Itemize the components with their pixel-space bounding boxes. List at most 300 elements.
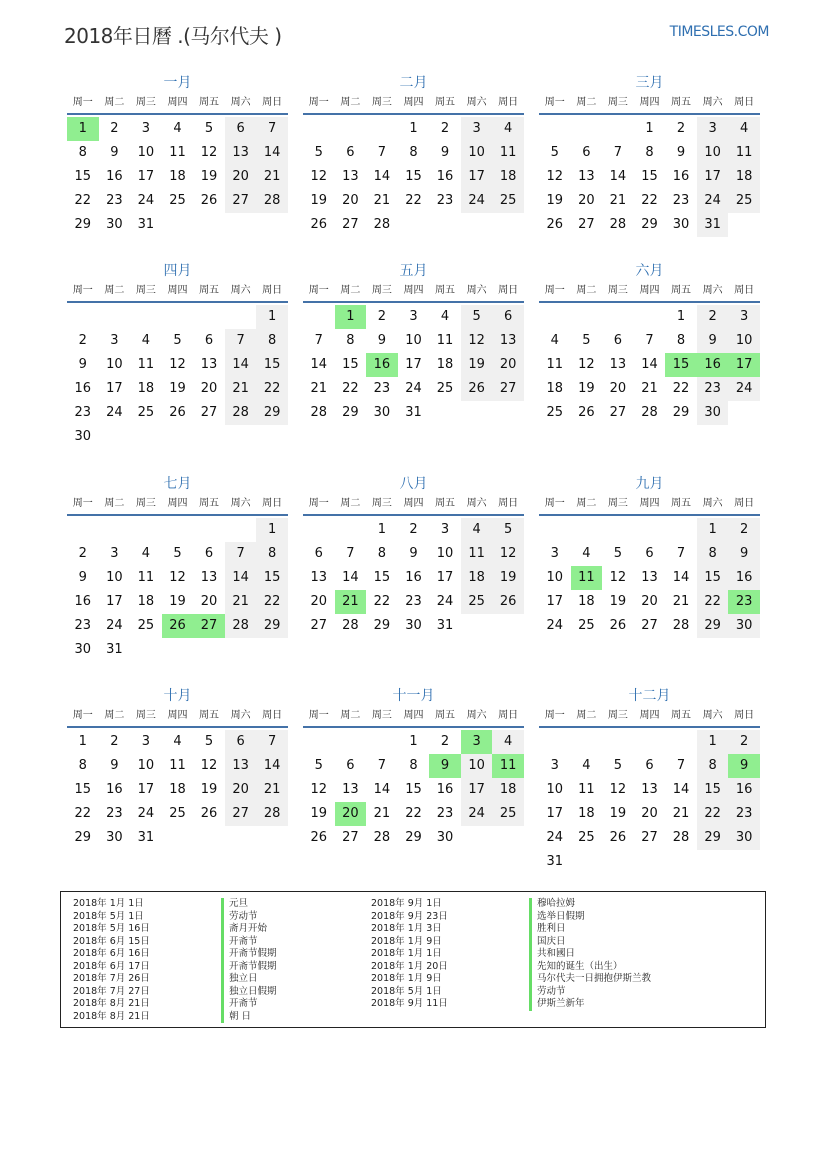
day-cell[interactable]: 15	[405, 782, 422, 797]
day-cell[interactable]: 21	[256, 778, 288, 802]
day-cell[interactable]: 12	[169, 357, 186, 372]
day-cell[interactable]: 31	[137, 830, 155, 845]
day-cell[interactable]: 13	[200, 570, 218, 585]
day-cell[interactable]: 16	[74, 594, 92, 609]
day-cell[interactable]: 3	[110, 333, 119, 348]
day-cell[interactable]: 29	[373, 618, 391, 633]
day-cell[interactable]: 17	[546, 594, 564, 609]
day-cell[interactable]: 25	[137, 618, 155, 633]
day-cell[interactable]: 10	[546, 570, 564, 585]
day-cell[interactable]: 22	[405, 806, 422, 821]
day-cell[interactable]: 12	[310, 169, 328, 184]
day-cell[interactable]: 13	[492, 329, 524, 353]
day-cell[interactable]: 27	[225, 189, 257, 213]
day-cell[interactable]: 1	[409, 121, 418, 136]
day-cell[interactable]: 29	[256, 401, 288, 425]
day-cell[interactable]: 21	[641, 381, 658, 396]
day-cell[interactable]: 8	[409, 758, 418, 773]
day-cell[interactable]: 8	[676, 333, 686, 348]
day-cell[interactable]: 8	[256, 542, 288, 566]
day-cell[interactable]: 20	[200, 594, 218, 609]
day-cell[interactable]: 22	[405, 193, 422, 208]
day-cell[interactable]: 9	[429, 754, 461, 778]
day-cell[interactable]: 17	[461, 165, 493, 189]
day-cell[interactable]: 21	[335, 590, 367, 614]
day-cell[interactable]: 10	[137, 758, 155, 773]
day-cell[interactable]: 13	[342, 169, 359, 184]
day-cell[interactable]: 4	[582, 758, 591, 773]
day-cell[interactable]: 1	[256, 305, 288, 329]
day-cell[interactable]: 19	[609, 806, 627, 821]
day-cell[interactable]: 11	[492, 141, 524, 165]
day-cell[interactable]: 22	[641, 193, 658, 208]
day-cell[interactable]: 2	[377, 309, 387, 324]
day-cell[interactable]: 10	[728, 329, 760, 353]
day-cell[interactable]: 21	[373, 806, 391, 821]
day-cell[interactable]: 11	[461, 542, 493, 566]
day-cell[interactable]: 23	[74, 618, 92, 633]
day-cell[interactable]: 19	[546, 193, 564, 208]
day-cell[interactable]: 18	[492, 778, 524, 802]
day-cell[interactable]: 3	[550, 546, 559, 561]
day-cell[interactable]: 24	[436, 594, 454, 609]
day-cell[interactable]: 13	[609, 357, 627, 372]
day-cell[interactable]: 9	[728, 754, 760, 778]
day-cell[interactable]: 23	[373, 381, 391, 396]
day-cell[interactable]: 27	[641, 830, 658, 845]
day-cell[interactable]: 27	[193, 614, 225, 638]
day-cell[interactable]: 13	[641, 570, 658, 585]
day-cell[interactable]: 20	[492, 353, 524, 377]
day-cell[interactable]: 25	[492, 189, 524, 213]
day-cell[interactable]: 12	[310, 782, 328, 797]
day-cell[interactable]: 13	[578, 169, 595, 184]
day-cell[interactable]: 6	[225, 730, 257, 754]
day-cell[interactable]: 14	[609, 169, 627, 184]
day-cell[interactable]: 11	[137, 570, 155, 585]
day-cell[interactable]: 3	[728, 305, 760, 329]
day-cell[interactable]: 16	[728, 778, 760, 802]
day-cell[interactable]: 17	[436, 570, 454, 585]
day-cell[interactable]: 16	[366, 353, 398, 377]
day-cell[interactable]: 17	[546, 806, 564, 821]
day-cell[interactable]: 17	[728, 353, 760, 377]
day-cell[interactable]: 28	[672, 830, 690, 845]
day-cell[interactable]: 6	[613, 333, 623, 348]
day-cell[interactable]: 4	[173, 121, 182, 136]
day-cell[interactable]: 10	[697, 141, 729, 165]
day-cell[interactable]: 4	[173, 734, 182, 749]
day-cell[interactable]: 23	[436, 806, 454, 821]
day-cell[interactable]: 6	[314, 546, 323, 561]
day-cell[interactable]: 28	[256, 189, 288, 213]
day-cell[interactable]: 9	[440, 145, 450, 160]
day-cell[interactable]: 9	[377, 333, 387, 348]
day-cell[interactable]: 20	[342, 193, 359, 208]
day-cell[interactable]: 16	[74, 381, 92, 396]
day-cell[interactable]: 25	[169, 193, 186, 208]
day-cell[interactable]: 27	[310, 618, 328, 633]
day-cell[interactable]: 12	[169, 570, 186, 585]
day-cell[interactable]: 19	[200, 782, 218, 797]
day-cell[interactable]: 24	[137, 806, 155, 821]
day-cell[interactable]: 3	[697, 117, 729, 141]
day-cell[interactable]: 26	[492, 590, 524, 614]
day-cell[interactable]: 22	[74, 193, 92, 208]
day-cell[interactable]: 5	[204, 121, 214, 136]
day-cell[interactable]: 1	[335, 305, 367, 329]
day-cell[interactable]: 29	[672, 405, 690, 420]
day-cell[interactable]: 26	[609, 830, 627, 845]
day-cell[interactable]: 11	[571, 566, 603, 590]
day-cell[interactable]: 21	[672, 594, 690, 609]
day-cell[interactable]: 25	[436, 381, 454, 396]
day-cell[interactable]: 20	[335, 802, 367, 826]
day-cell[interactable]: 18	[578, 594, 595, 609]
day-cell[interactable]: 20	[641, 594, 658, 609]
day-cell[interactable]: 12	[200, 145, 218, 160]
day-cell[interactable]: 13	[225, 754, 257, 778]
day-cell[interactable]: 22	[672, 381, 690, 396]
day-cell[interactable]: 24	[546, 830, 564, 845]
day-cell[interactable]: 15	[74, 169, 92, 184]
day-cell[interactable]: 28	[225, 614, 257, 638]
day-cell[interactable]: 3	[461, 117, 493, 141]
day-cell[interactable]: 18	[137, 381, 155, 396]
day-cell[interactable]: 13	[641, 782, 658, 797]
day-cell[interactable]: 23	[672, 193, 690, 208]
day-cell[interactable]: 30	[74, 642, 92, 657]
day-cell[interactable]: 7	[645, 333, 654, 348]
day-cell[interactable]: 1	[67, 117, 99, 141]
day-cell[interactable]: 4	[550, 333, 559, 348]
day-cell[interactable]: 24	[106, 405, 123, 420]
day-cell[interactable]: 31	[405, 405, 422, 420]
day-cell[interactable]: 19	[609, 594, 627, 609]
day-cell[interactable]: 12	[546, 169, 564, 184]
day-cell[interactable]: 1	[676, 309, 686, 324]
day-cell[interactable]: 16	[436, 782, 454, 797]
site-name[interactable]: TIMESLES.COM	[669, 24, 769, 40]
day-cell[interactable]: 10	[137, 145, 155, 160]
day-cell[interactable]: 18	[169, 782, 186, 797]
day-cell[interactable]: 19	[310, 806, 328, 821]
day-cell[interactable]: 23	[106, 806, 123, 821]
day-cell[interactable]: 10	[436, 546, 454, 561]
day-cell[interactable]: 14	[256, 141, 288, 165]
day-cell[interactable]: 5	[173, 546, 182, 561]
day-cell[interactable]: 25	[578, 618, 595, 633]
day-cell[interactable]: 9	[676, 145, 686, 160]
day-cell[interactable]: 7	[314, 333, 323, 348]
day-cell[interactable]: 15	[342, 357, 359, 372]
day-cell[interactable]: 29	[256, 614, 288, 638]
day-cell[interactable]: 19	[492, 566, 524, 590]
day-cell[interactable]: 6	[204, 333, 214, 348]
day-cell[interactable]: 3	[461, 730, 493, 754]
day-cell[interactable]: 29	[641, 217, 658, 232]
day-cell[interactable]: 7	[256, 730, 288, 754]
day-cell[interactable]: 20	[578, 193, 595, 208]
day-cell[interactable]: 17	[106, 381, 123, 396]
day-cell[interactable]: 5	[492, 518, 524, 542]
day-cell[interactable]: 1	[697, 730, 729, 754]
day-cell[interactable]: 25	[578, 830, 595, 845]
day-cell[interactable]: 11	[546, 357, 564, 372]
day-cell[interactable]: 25	[461, 590, 493, 614]
day-cell[interactable]: 3	[110, 546, 119, 561]
day-cell[interactable]: 22	[697, 590, 729, 614]
day-cell[interactable]: 9	[409, 546, 418, 561]
day-cell[interactable]: 11	[436, 333, 454, 348]
day-cell[interactable]: 16	[728, 566, 760, 590]
day-cell[interactable]: 28	[342, 618, 359, 633]
day-cell[interactable]: 17	[106, 594, 123, 609]
day-cell[interactable]: 7	[676, 546, 686, 561]
day-cell[interactable]: 19	[310, 193, 328, 208]
day-cell[interactable]: 20	[225, 778, 257, 802]
day-cell[interactable]: 25	[492, 802, 524, 826]
day-cell[interactable]: 8	[346, 333, 355, 348]
day-cell[interactable]: 17	[697, 165, 729, 189]
day-cell[interactable]: 16	[697, 353, 729, 377]
day-cell[interactable]: 29	[697, 826, 729, 850]
day-cell[interactable]: 6	[645, 758, 654, 773]
day-cell[interactable]: 13	[225, 141, 257, 165]
day-cell[interactable]: 26	[461, 377, 493, 401]
day-cell[interactable]: 12	[578, 357, 595, 372]
day-cell[interactable]: 5	[550, 145, 559, 160]
day-cell[interactable]: 5	[314, 145, 323, 160]
day-cell[interactable]: 28	[641, 405, 658, 420]
day-cell[interactable]: 8	[78, 145, 87, 160]
day-cell[interactable]: 5	[173, 333, 182, 348]
day-cell[interactable]: 16	[405, 570, 422, 585]
day-cell[interactable]: 15	[405, 169, 422, 184]
day-cell[interactable]: 21	[310, 381, 328, 396]
day-cell[interactable]: 21	[256, 165, 288, 189]
day-cell[interactable]: 27	[609, 405, 627, 420]
day-cell[interactable]: 10	[405, 333, 422, 348]
day-cell[interactable]: 2	[440, 734, 450, 749]
day-cell[interactable]: 8	[78, 758, 87, 773]
day-cell[interactable]: 18	[728, 165, 760, 189]
day-cell[interactable]: 17	[137, 782, 155, 797]
day-cell[interactable]: 12	[609, 782, 627, 797]
day-cell[interactable]: 22	[74, 806, 92, 821]
day-cell[interactable]: 21	[373, 193, 391, 208]
day-cell[interactable]: 16	[106, 169, 123, 184]
day-cell[interactable]: 21	[609, 193, 627, 208]
day-cell[interactable]: 29	[342, 405, 359, 420]
day-cell[interactable]: 4	[728, 117, 760, 141]
day-cell[interactable]: 23	[74, 405, 92, 420]
day-cell[interactable]: 9	[728, 542, 760, 566]
day-cell[interactable]: 23	[106, 193, 123, 208]
day-cell[interactable]: 20	[609, 381, 627, 396]
day-cell[interactable]: 13	[200, 357, 218, 372]
day-cell[interactable]: 6	[492, 305, 524, 329]
day-cell[interactable]: 24	[461, 802, 493, 826]
day-cell[interactable]: 2	[440, 121, 450, 136]
day-cell[interactable]: 12	[492, 542, 524, 566]
day-cell[interactable]: 5	[613, 758, 623, 773]
day-cell[interactable]: 5	[461, 305, 493, 329]
day-cell[interactable]: 15	[74, 782, 92, 797]
day-cell[interactable]: 5	[314, 758, 323, 773]
day-cell[interactable]: 16	[106, 782, 123, 797]
day-cell[interactable]: 11	[169, 758, 186, 773]
day-cell[interactable]: 22	[256, 590, 288, 614]
day-cell[interactable]: 14	[373, 782, 391, 797]
day-cell[interactable]: 23	[728, 802, 760, 826]
day-cell[interactable]: 15	[256, 566, 288, 590]
day-cell[interactable]: 3	[409, 309, 418, 324]
day-cell[interactable]: 20	[641, 806, 658, 821]
day-cell[interactable]: 30	[74, 429, 92, 444]
day-cell[interactable]: 30	[728, 614, 760, 638]
day-cell[interactable]: 19	[578, 381, 595, 396]
day-cell[interactable]: 12	[461, 329, 493, 353]
day-cell[interactable]: 8	[697, 754, 729, 778]
day-cell[interactable]: 30	[728, 826, 760, 850]
day-cell[interactable]: 6	[346, 145, 355, 160]
day-cell[interactable]: 28	[225, 401, 257, 425]
day-cell[interactable]: 24	[405, 381, 422, 396]
day-cell[interactable]: 25	[137, 405, 155, 420]
day-cell[interactable]: 5	[582, 333, 591, 348]
day-cell[interactable]: 11	[137, 357, 155, 372]
day-cell[interactable]: 19	[200, 169, 218, 184]
day-cell[interactable]: 3	[550, 758, 559, 773]
day-cell[interactable]: 19	[169, 381, 186, 396]
day-cell[interactable]: 31	[697, 213, 729, 237]
day-cell[interactable]: 7	[676, 758, 686, 773]
day-cell[interactable]: 30	[436, 830, 454, 845]
day-cell[interactable]: 9	[78, 570, 87, 585]
day-cell[interactable]: 9	[78, 357, 87, 372]
day-cell[interactable]: 11	[492, 754, 524, 778]
day-cell[interactable]: 7	[225, 542, 257, 566]
day-cell[interactable]: 8	[645, 145, 654, 160]
day-cell[interactable]: 6	[582, 145, 591, 160]
day-cell[interactable]: 26	[609, 618, 627, 633]
day-cell[interactable]: 18	[492, 165, 524, 189]
day-cell[interactable]: 4	[440, 309, 450, 324]
day-cell[interactable]: 7	[613, 145, 623, 160]
day-cell[interactable]: 25	[169, 806, 186, 821]
day-cell[interactable]: 3	[141, 121, 151, 136]
day-cell[interactable]: 22	[256, 377, 288, 401]
day-cell[interactable]: 31	[436, 618, 454, 633]
day-cell[interactable]: 7	[256, 117, 288, 141]
day-cell[interactable]: 5	[204, 734, 214, 749]
day-cell[interactable]: 1	[377, 522, 387, 537]
day-cell[interactable]: 23	[728, 590, 760, 614]
day-cell[interactable]: 6	[645, 546, 654, 561]
day-cell[interactable]: 4	[141, 333, 151, 348]
day-cell[interactable]: 21	[225, 590, 257, 614]
day-cell[interactable]: 8	[377, 546, 387, 561]
day-cell[interactable]: 6	[346, 758, 355, 773]
day-cell[interactable]: 14	[310, 357, 328, 372]
day-cell[interactable]: 18	[461, 566, 493, 590]
day-cell[interactable]: 28	[256, 802, 288, 826]
day-cell[interactable]: 26	[546, 217, 564, 232]
day-cell[interactable]: 15	[665, 353, 697, 377]
day-cell[interactable]: 9	[110, 145, 119, 160]
day-cell[interactable]: 22	[697, 802, 729, 826]
day-cell[interactable]: 10	[461, 141, 493, 165]
day-cell[interactable]: 12	[200, 758, 218, 773]
day-cell[interactable]: 13	[342, 782, 359, 797]
day-cell[interactable]: 3	[440, 522, 450, 537]
day-cell[interactable]: 23	[436, 193, 454, 208]
day-cell[interactable]: 4	[492, 117, 524, 141]
day-cell[interactable]: 18	[546, 381, 564, 396]
day-cell[interactable]: 14	[641, 357, 658, 372]
day-cell[interactable]: 24	[106, 618, 123, 633]
day-cell[interactable]: 29	[697, 614, 729, 638]
day-cell[interactable]: 11	[169, 145, 186, 160]
day-cell[interactable]: 18	[578, 806, 595, 821]
day-cell[interactable]: 15	[697, 778, 729, 802]
day-cell[interactable]: 13	[310, 570, 328, 585]
day-cell[interactable]: 10	[106, 570, 123, 585]
day-cell[interactable]: 11	[728, 141, 760, 165]
day-cell[interactable]: 18	[137, 594, 155, 609]
day-cell[interactable]: 24	[728, 377, 760, 401]
day-cell[interactable]: 31	[106, 642, 123, 657]
day-cell[interactable]: 27	[492, 377, 524, 401]
day-cell[interactable]: 29	[74, 830, 92, 845]
day-cell[interactable]: 7	[225, 329, 257, 353]
day-cell[interactable]: 10	[546, 782, 564, 797]
day-cell[interactable]: 27	[342, 830, 359, 845]
day-cell[interactable]: 2	[697, 305, 729, 329]
day-cell[interactable]: 14	[225, 566, 257, 590]
day-cell[interactable]: 24	[697, 189, 729, 213]
day-cell[interactable]: 2	[728, 518, 760, 542]
day-cell[interactable]: 3	[141, 734, 151, 749]
day-cell[interactable]: 27	[225, 802, 257, 826]
day-cell[interactable]: 28	[310, 405, 328, 420]
day-cell[interactable]: 15	[641, 169, 658, 184]
day-cell[interactable]: 30	[405, 618, 422, 633]
day-cell[interactable]: 1	[697, 518, 729, 542]
day-cell[interactable]: 30	[672, 217, 690, 232]
day-cell[interactable]: 26	[162, 614, 194, 638]
day-cell[interactable]: 28	[373, 217, 391, 232]
day-cell[interactable]: 22	[373, 594, 391, 609]
day-cell[interactable]: 26	[578, 405, 595, 420]
day-cell[interactable]: 1	[256, 518, 288, 542]
day-cell[interactable]: 15	[256, 353, 288, 377]
day-cell[interactable]: 23	[697, 377, 729, 401]
day-cell[interactable]: 27	[200, 405, 218, 420]
day-cell[interactable]: 15	[697, 566, 729, 590]
day-cell[interactable]: 25	[546, 405, 564, 420]
day-cell[interactable]: 1	[78, 734, 87, 749]
day-cell[interactable]: 14	[256, 754, 288, 778]
day-cell[interactable]: 19	[169, 594, 186, 609]
day-cell[interactable]: 9	[697, 329, 729, 353]
day-cell[interactable]: 30	[106, 830, 123, 845]
day-cell[interactable]: 8	[409, 145, 418, 160]
day-cell[interactable]: 14	[225, 353, 257, 377]
day-cell[interactable]: 29	[405, 830, 422, 845]
day-cell[interactable]: 4	[141, 546, 151, 561]
